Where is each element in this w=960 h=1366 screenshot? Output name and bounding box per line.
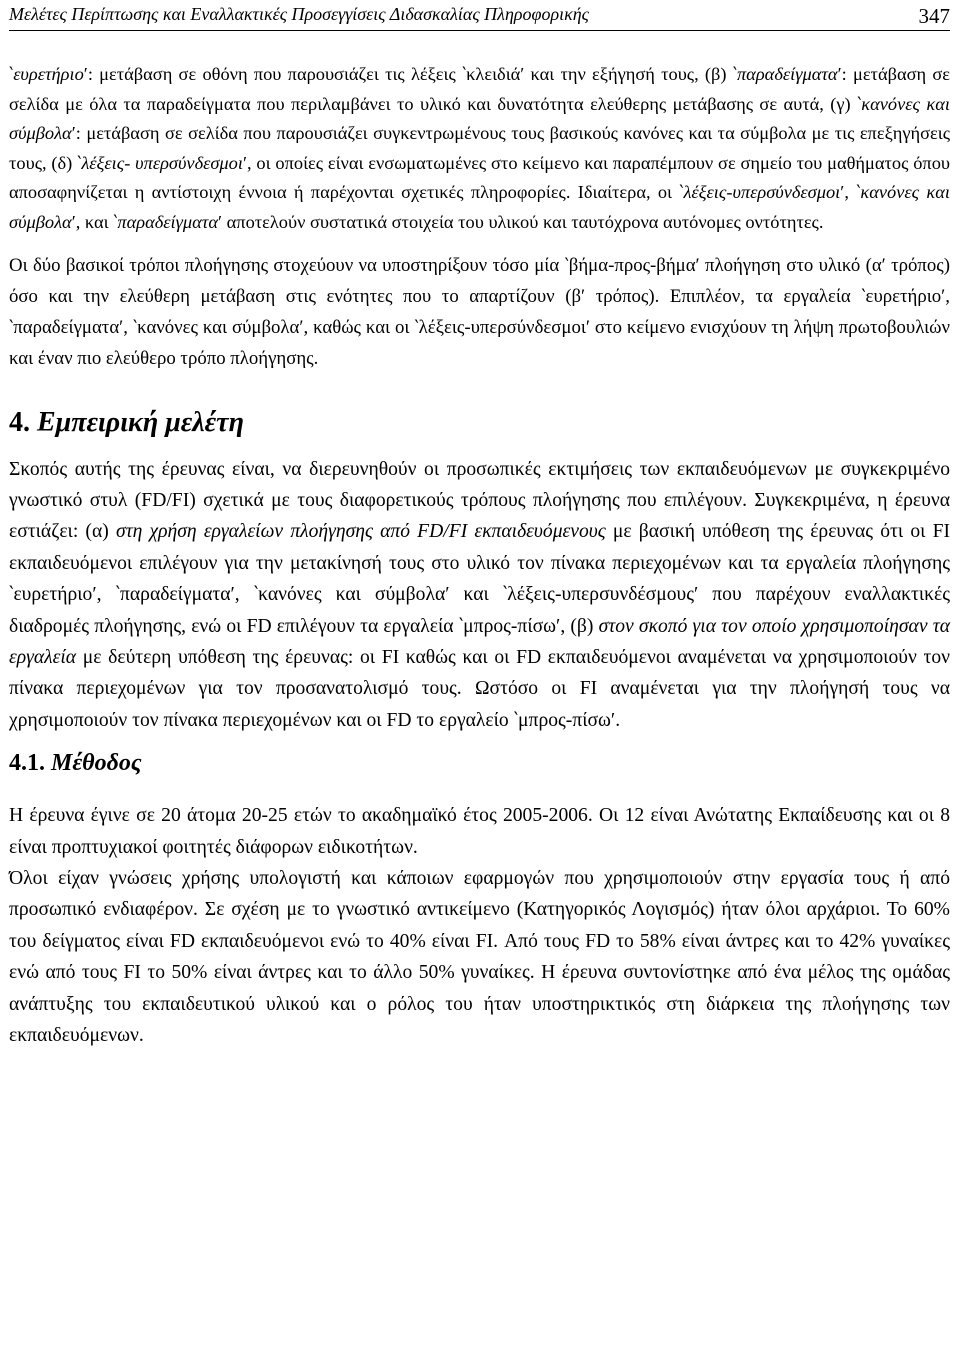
subsection-heading-method: 4.1. Μέθοδος — [9, 750, 142, 777]
section-heading-empirical-study: 4. Εμπειρική μελέτη — [9, 406, 244, 438]
paragraph-participants: Όλοι είχαν γνώσεις χρήσης υπολογιστή και κάποιων εφαρμογών που χρησιμοποιούν στην εργασία τους ή από προσωπικό ενδιαφέρον. Σε σχέση με το γνωστικό αντικείμενο (Κατηγορικός Λογισμός) ήταν όλοι αρχάριοι. Το 60% του δείγματος είναι FD εκπαιδευόμενοι ενώ το 40% είναι FI. Από τους FD το 58% είναι άντρες και το 42% γυναίκες ενώ από τους FI το 50% είναι άντρες και το άλλο 50% γυναίκες. Η έρευνα συντονίστηκε από ένα μέλος της ομάδας ανάπτυξης του εκπαιδευτικού υλικού και ο ρόλος του ήταν υποστηρικτικός στη διάρκεια της πλοήγησης των εκπαιδευόμενων. — [9, 868, 950, 1047]
paragraph-navigation-tools: ‵ευρετήριο′: μετάβαση σε οθόνη που παρουσιάζει τις λέξεις ‵κλειδιά′ και την εξήγησή τους, (β) ‵παραδείγματα′: μετάβαση σε σελίδα με όλα τα παραδείγματα που περιλαμβάνει το υλικό και δυνατότητα ελεύθερης μετάβασης σε αυτά, (γ) ‵κανόνες και σύμβολα′: μετάβαση σε σελίδα που παρουσιάζει συγκεντρωμένους τους βασικούς κανόνες και τα σύμβολα με τις επεξηγήσεις τους, (δ) ‵λέξεις- υπερσύνδεσμοι′, οι οποίες είναι ενσωματωμένες στο κείμενο και παραπέμπουν σε σημείο του μαθήματος όπου αποσαφηνίζεται η αντίστοιχη έννοια ή παρέχονται σχετικές πληροφορίες. Ιδιαίτερα, οι ‵λέξεις-υπερσύνδεσμοι′, ‵κανόνες και σύμβολα′, και ‵παραδείγματα′ αποτελούν συστατικά στοιχεία του υλικού και ταυτόχρονα αυτόνομες οντότητες. — [9, 64, 950, 232]
paragraph-navigation-modes: Οι δύο βασικοί τρόποι πλοήγησης στοχεύουν να υποστηρίξουν τόσο μία ‵βήμα-προς-βήμα′ πλοήγηση στο υλικό (α′ τρόπος) όσο και την ελεύθερη μετάβαση στις ενότητες που το απαρτίζουν (β′ τρόπος). Επιπλέον, τα εργαλεία ‵ευρετήριο′, ‵παραδείγματα′, ‵κανόνες και σύμβολα′, καθώς και οι ‵λέξεις-υπερσύνδεσμοι′ στο κείμενο ενισχύουν τη λήψη πρωτοβουλιών και έναν πιο ελεύθερο τρόπο πλοήγησης. — [9, 254, 950, 369]
running-title: Μελέτες Περίπτωσης και Εναλλακτικές Προσεγγίσεις Διδασκαλίας Πληροφορικής — [9, 4, 589, 24]
paragraph-research-aim: Σκοπός αυτής της έρευνας είναι, να διερευνηθούν οι προσωπικές εκτιμήσεις των εκπαιδευόμενων με συγκεκριμένο γνωστικό στυλ (FD/FI) σχετικά με τους διαφορετικούς τρόπους πλοήγησης που επιλέγουν. Συγκεκριμένα, η έρευνα εστιάζει: (α) στη χρήση εργαλείων πλοήγησης από FD/FI εκπαιδευόμενους με βασική υπόθεση της έρευνας ότι οι FI εκπαιδευόμενοι επιλέγουν για την μετακίνησή τους στο υλικό τον πίνακα περιεχομένων και τα εργαλεία πλοήγησης ‵ευρετήριο′, ‵παραδείγματα′, ‵κανόνες και σύμβολα′ και ‵λέξεις-υπερσυνδέσμους′ που παρέχουν εναλλακτικές διαδρομές πλοήγησης, ενώ οι FD επιλέγουν τα εργαλεία ‵μπρος-πίσω′, (β) στον σκοπό για τον οποίο χρησιμοποίησαν τα εργαλεία με δεύτερη υπόθεση της έρευνας: οι FI καθώς και οι FD εκπαιδευόμενοι αναμένεται να χρησιμοποιούν τον πίνακα περιεχομένων για τον προσανατολισμό τους. Ωστόσο οι FI αναμένεται για την πλοήγησή τους να χρησιμοποιούν τον πίνακα περιεχομένων και οι FD το εργαλείο ‵μπρος-πίσω′. — [9, 458, 950, 731]
page-body — [9, 60, 950, 1051]
running-header — [9, 0, 950, 31]
page-number: 347 — [918, 4, 950, 28]
paragraph-sample: Η έρευνα έγινε σε 20 άτομα 20-25 ετών το ακαδημαϊκό έτος 2005-2006. Οι 12 είναι Ανώτατης Εκπαίδευσης και οι 8 είναι προπτυχιακοί φοιτητές διάφορων ειδικοτήτων. — [9, 805, 950, 858]
